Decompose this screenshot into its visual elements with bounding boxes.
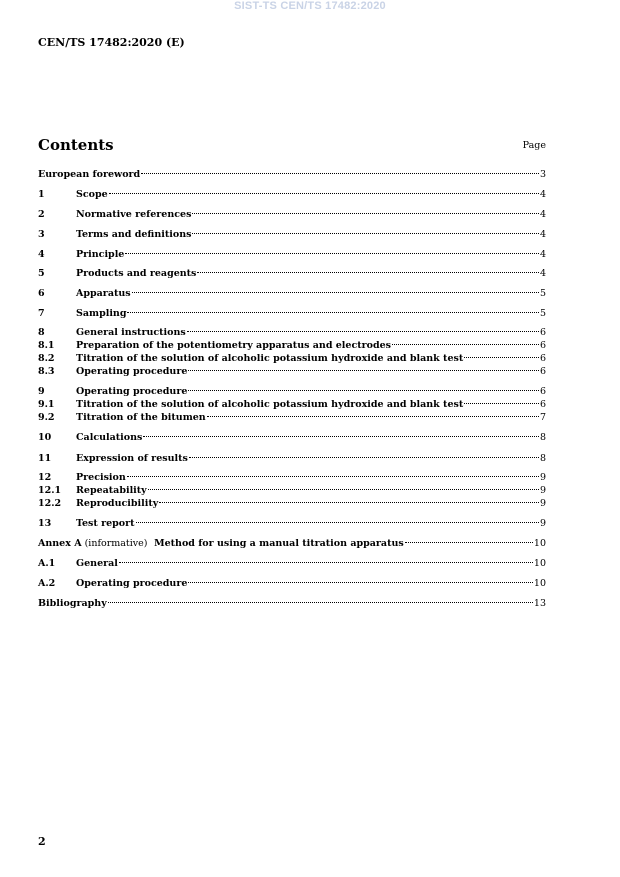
toc-entry-page: 6	[539, 353, 546, 364]
toc-entry-page: 9	[539, 485, 546, 496]
toc-entry-title: Preparation of the potentiometry apparatus and electrodes	[76, 340, 392, 351]
toc-entry-number: 9.2	[38, 412, 55, 423]
toc-leader	[464, 402, 539, 404]
toc-entry-page: 9	[539, 472, 546, 483]
toc-entry-number: A.2	[38, 578, 56, 589]
toc-leader	[188, 581, 533, 583]
toc-leader	[197, 271, 539, 273]
toc-entry[interactable]	[38, 432, 546, 444]
toc-entry[interactable]	[38, 340, 546, 352]
toc-entry[interactable]	[38, 453, 546, 465]
toc-entry-number: 3	[38, 229, 45, 240]
toc-entry[interactable]	[38, 399, 546, 411]
toc-leader	[125, 252, 539, 254]
toc-entry-number: 12.2	[38, 498, 62, 509]
toc-entry-number: 9.1	[38, 399, 55, 410]
toc-entry[interactable]	[38, 578, 546, 590]
toc-leader	[127, 311, 538, 313]
toc-leader	[109, 192, 539, 194]
toc-entry-title: Products and reagents	[76, 268, 197, 279]
toc-entry-title: Test report	[76, 518, 135, 529]
toc-entry-title: Precision	[76, 472, 126, 483]
toc-entry-number: 8.1	[38, 340, 55, 351]
toc-entry-title: European foreword	[38, 169, 141, 180]
toc-entry[interactable]	[38, 598, 546, 610]
toc-entry-title	[38, 538, 404, 550]
toc-entry-page: 6	[539, 386, 546, 397]
toc-entry-number: A.1	[38, 558, 56, 569]
toc-entry-number: 7	[38, 308, 45, 319]
toc-entry[interactable]	[38, 189, 546, 201]
toc-leader	[136, 521, 539, 523]
toc-leader	[392, 343, 539, 345]
toc-entry-page: 4	[539, 268, 546, 279]
toc-entry-title: Titration of the bitumen	[76, 412, 206, 423]
toc-entry-title: Reproducibility	[76, 498, 159, 509]
document-id: CEN/TS 17482:2020 (E)	[38, 36, 185, 49]
toc-entry-annex-a[interactable]	[38, 538, 546, 550]
annex-type: (informative)	[81, 538, 148, 549]
toc-entry-page: 4	[539, 249, 546, 260]
toc-entry-page: 6	[539, 399, 546, 410]
toc-entry-page: 5	[539, 288, 546, 299]
toc-leader	[192, 212, 539, 214]
toc-entry-page: 4	[539, 189, 546, 200]
toc-entry-page: 4	[539, 209, 546, 220]
toc-entry[interactable]	[38, 386, 546, 398]
toc-entry-page: 6	[539, 340, 546, 351]
toc-entry-title: Repeatability	[76, 485, 147, 496]
toc-entry-page: 8	[539, 432, 546, 443]
toc-entry-number: 8	[38, 327, 45, 338]
toc-entry-page: 10	[533, 578, 546, 589]
toc-entry-page: 13	[533, 598, 546, 609]
toc-entry-number: 8.2	[38, 353, 55, 364]
toc-entry-number: 12	[38, 472, 52, 483]
toc-leader	[188, 369, 539, 371]
toc-leader	[132, 291, 539, 293]
toc-entry-title: Titration of the solution of alcoholic potassium hydroxide and blank test	[76, 353, 464, 364]
toc-leader	[159, 501, 539, 503]
toc-entry-title: Normative references	[76, 209, 192, 220]
toc-entry[interactable]	[38, 308, 546, 320]
toc-leader	[127, 475, 539, 477]
toc-entry[interactable]	[38, 209, 546, 221]
toc-entry-page: 7	[539, 412, 546, 423]
page-number: 2	[38, 835, 46, 848]
toc-leader	[143, 435, 539, 437]
toc-leader	[141, 172, 539, 174]
toc-entry[interactable]	[38, 249, 546, 261]
toc-entry[interactable]	[38, 485, 546, 497]
contents-title: Contents	[38, 136, 114, 154]
toc-leader	[108, 601, 533, 603]
toc-entry-number: 10	[38, 432, 52, 443]
toc-entry-number: 1	[38, 189, 45, 200]
toc-entry[interactable]	[38, 288, 546, 300]
toc-entry-number: 11	[38, 453, 52, 464]
toc-entry-page: 6	[539, 327, 546, 338]
toc-entry-page: 3	[539, 169, 546, 180]
toc-entry-title: Operating procedure	[76, 386, 188, 397]
toc-entry-title: General instructions	[76, 327, 186, 338]
toc-leader	[148, 488, 539, 490]
toc-entry-title: Terms and definitions	[76, 229, 192, 240]
watermark: SIST-TS CEN/TS 17482:2020	[234, 0, 386, 12]
annex-label: Annex A	[38, 538, 82, 549]
toc-entry-title: Operating procedure	[76, 366, 188, 377]
toc-entry-title: Operating procedure	[76, 578, 188, 589]
toc-entry-number: 9	[38, 386, 45, 397]
toc-entry[interactable]	[38, 327, 546, 339]
toc-entry[interactable]	[38, 268, 546, 280]
toc-entry-number: 6	[38, 288, 45, 299]
toc-entry-number: 5	[38, 268, 45, 279]
toc-entry-title: Scope	[76, 189, 108, 200]
toc-entry-number: 2	[38, 209, 45, 220]
toc-leader	[188, 389, 539, 391]
toc-entry-title: Calculations	[76, 432, 143, 443]
toc-leader	[189, 456, 539, 458]
toc-entry[interactable]	[38, 558, 546, 570]
toc-leader	[464, 356, 539, 358]
toc-entry-number: 12.1	[38, 485, 62, 496]
toc-entry-page: 5	[539, 308, 546, 319]
toc-entry-page: 8	[539, 453, 546, 464]
toc-leader	[405, 541, 533, 543]
toc-entry-title: Principle	[76, 249, 125, 260]
toc-entry[interactable]	[38, 498, 546, 510]
toc-entry[interactable]	[38, 366, 546, 378]
toc-entry-number: 4	[38, 249, 45, 260]
toc-leader	[119, 561, 533, 563]
toc-entry-title: Bibliography	[38, 598, 107, 609]
toc-entry[interactable]	[38, 412, 546, 424]
page-column-label: Page	[522, 140, 546, 151]
toc-leader	[192, 232, 539, 234]
toc-entry-title: Sampling	[76, 308, 127, 319]
annex-title: Method for using a manual titration apparatus	[147, 538, 404, 549]
toc-entry-page: 9	[539, 498, 546, 509]
toc-entry-page: 10	[533, 558, 546, 569]
toc-entry-title: Titration of the solution of alcoholic potassium hydroxide and blank test	[76, 399, 464, 410]
toc-entry-number: 13	[38, 518, 52, 529]
toc-entry-number: 8.3	[38, 366, 55, 377]
toc-entry[interactable]	[38, 169, 546, 181]
toc-entry-page: 4	[539, 229, 546, 240]
toc-entry-title: Apparatus	[76, 288, 131, 299]
toc-entry-page: 6	[539, 366, 546, 377]
toc-leader	[187, 330, 539, 332]
toc-entry-page: 10	[533, 538, 546, 549]
toc-entry-page: 9	[539, 518, 546, 529]
toc-entry-title: General	[76, 558, 118, 569]
toc-entry-title: Expression of results	[76, 453, 188, 464]
toc-entry[interactable]	[38, 353, 546, 365]
toc-leader	[207, 415, 539, 417]
toc-entry[interactable]	[38, 472, 546, 484]
toc-entry[interactable]	[38, 518, 546, 530]
toc-entry[interactable]	[38, 229, 546, 241]
